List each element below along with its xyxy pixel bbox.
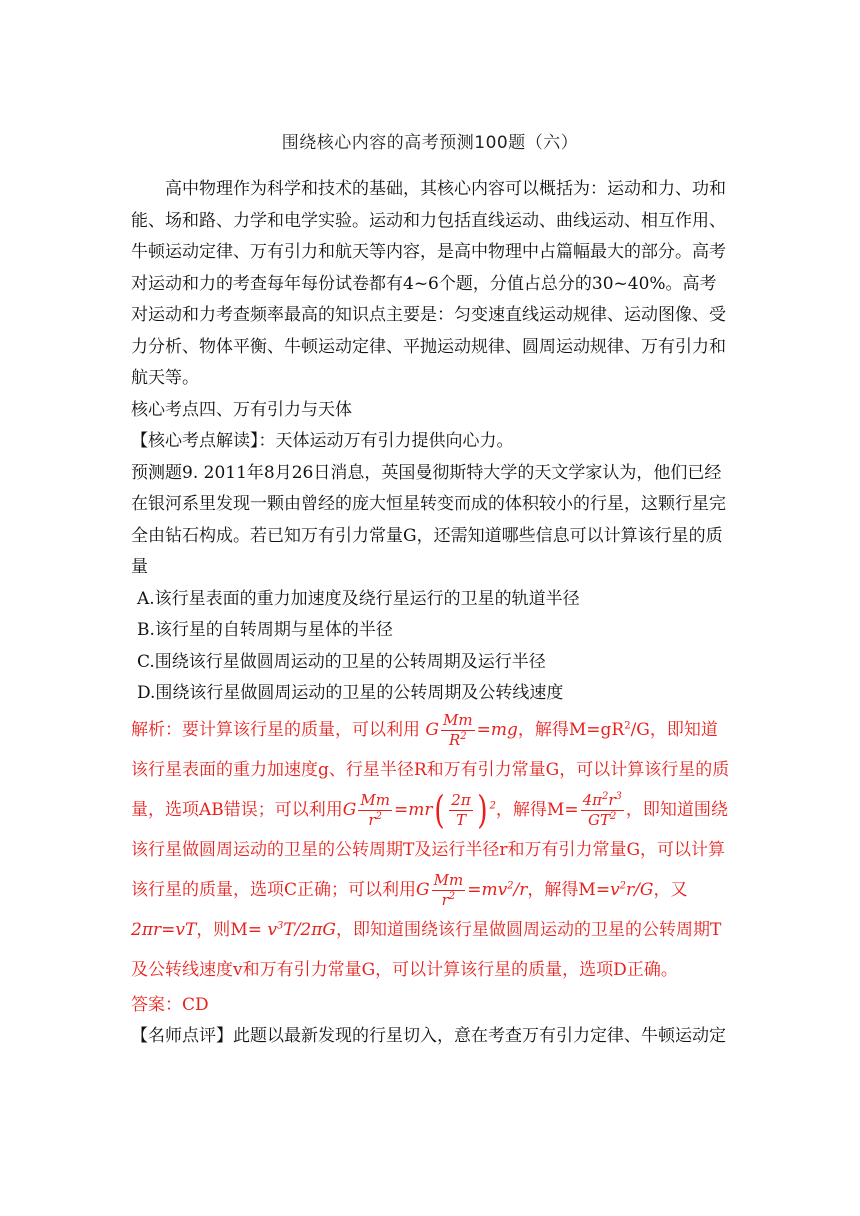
option-a: A.该行星表面的重力加速度及绕行星运行的卫星的轨道半径 <box>137 588 580 609</box>
formula-gravity-period: G $\frac{Mm}{r^2}$ =mr( $\frac{2\pi}{T}$ ) $^2$ <box>342 788 496 832</box>
teacher-comment: 【名师点评】此题以最新发现的行星切入，意在考查万有引力定律、牛顿运动定 <box>131 1026 726 1046</box>
document-body <box>131 174 731 1053</box>
option-b: B.该行星的自转周期与星体的半径 <box>137 620 393 640</box>
analysis-text: 解析：要计算该行星的质量，可以利用 <box>131 719 420 740</box>
answer-line: 答案：CD <box>131 994 209 1015</box>
option-c: C.围绕该行星做圆周运动的卫星的公转周期及运行半径 <box>137 651 546 672</box>
option-d: D.围绕该行星做圆周运动的卫星的公转周期及公转线速度 <box>137 683 564 703</box>
formula-mass-period: $\frac{4\pi^2r^3}{GT^2}$ <box>582 790 622 829</box>
question-stem: 预测题9. 2011年8月26日消息，英国曼彻斯特大学的天文学家认为，他们已经在银河系里发现一颗由曾经的庞大恒星转变而成的体积较小的行星，这颗行星完全由钻石构成。若已知万有引力常量G，还需知道哪些信息可以计算该行星的质量 <box>131 462 726 577</box>
formula-gravity-surface: G $\frac{Mm}{R^2}$ =mg <box>425 710 518 749</box>
formula-gravity-velocity: G $\frac{Mm}{r^2}$ $=mv^2/r$ <box>416 870 528 909</box>
analysis-text: ，即知道该行星表面的重力加速度g、行星半径R和万有引力常量G，可以计算该行星的质量，选项AB错误；可以利用 <box>131 719 730 820</box>
analysis-text: ，解得 <box>527 879 579 900</box>
analysis-paragraph: 解析：要计算该行星的质量，可以利用 G $\frac{Mm}{R^2}$ =mg，解得$M=gR^2/G$，即知道该行星表面的重力加速度g、行星半径R和万有引力常量G，可以计算该行星的质量，选项AB错误；可以利用G $\frac{Mm}{r^2}$ =mr( $\frac{2\pi}{T}$ ) $^2$，解得M= $\frac{4\pi^2r^3}{GT^2}$ ，即知道围绕该行星做圆周运动的卫星的公转周期T及运行半径r和万有引力常量G，可以计算该行星的质量，选项C正确；可以利用G $\frac{Mm}{r^2}$ $=mv^2/r$，解得$M=v^2r/G$，又2πr=vT，则$M= v^3T/2\pi G$，即知道围绕该行星做圆周运动的卫星的公转周期T及公转线速度v和万有引力常量G，可以计算该行星的质量，选项D正确。 <box>131 710 730 980</box>
analysis-text: ，又 <box>653 879 688 900</box>
analysis-text: ，则 <box>196 919 231 940</box>
analysis-text: ，解得 <box>517 719 569 740</box>
intro-paragraph: 高中物理作为科学和技术的基础，其核心内容可以概括为：运动和力、功和能、场和路、力学和电学实验。运动和力包括直线运动、曲线运动、相互作用、牛顿运动定律、万有引力和航天等内容，是高中物理中占篇幅最大的部分。高考对运动和力的考查每年每份试卷都有4~6个题，分值占总分的30~40%。高考对运动和力考查频率最高的知识点主要是：匀变速直线运动规律、运动图像、受力分析、物体平衡、牛顿运动定律、平抛运动规律、圆周运动规律、万有引力和航天等。 <box>131 179 726 388</box>
document-title: 围绕核心内容的高考预测100题（六） <box>281 133 579 153</box>
analysis-text: ，解得 <box>495 799 547 820</box>
analysis-text: ，即知道围绕该行星做圆周运动的卫星的公转周期T及公转线速度v和万有引力常量G，可以计算该行星的质量，选项D正确。 <box>131 919 722 980</box>
analysis-text: ，即知道围绕该行星做圆周运动的卫星的公转周期T及运行半径r和万有引力常量G，可以计算该行星的质量，选项C正确；可以利用 <box>131 799 728 900</box>
section-heading: 核心考点四、万有引力与天体 <box>131 399 352 420</box>
core-reading: 【核心考点解读】：天体运动万有引力提供向心力。 <box>131 431 514 451</box>
